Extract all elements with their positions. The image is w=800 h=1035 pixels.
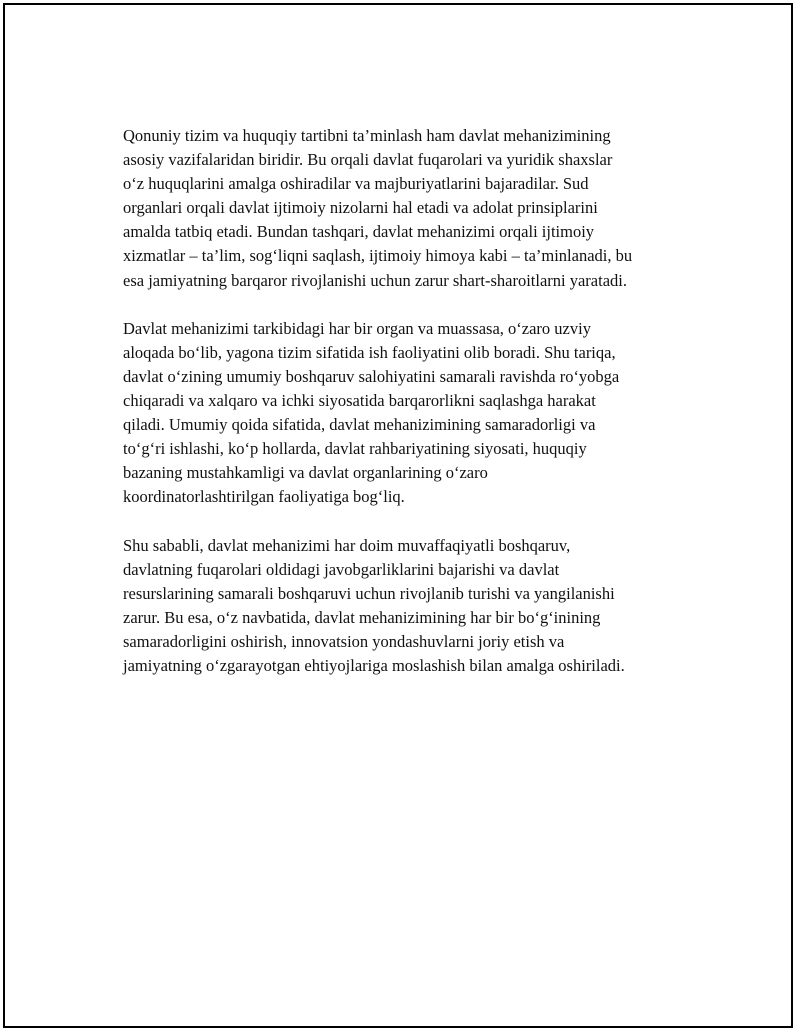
document-body — [123, 124, 698, 702]
page-frame — [3, 3, 793, 1028]
paragraph-1: Qonuniy tizim va huquqiy tartibni ta’minlash ham davlat mehanizimining asosiy vazifalaridan biridir. Bu orqali davlat fuqarolari va yuridik shaxslar o‘z huquqlarini amalga oshiradilar va majburiyatlarini bajaradilar. Sud organlari orqali davlat ijtimoiy nizolarni hal etadi va adolat prinsiplarini amalda tatbiq etadi. Bundan tashqari, davlat mehanizimi orqali ijtimoiy xizmatlar – ta’lim, sog‘liqni saqlash, ijtimoiy himoya kabi – ta’minlanadi, bu esa jamiyatning barqaror rivojlanishi uchun zarur shart-sharoitlarni yaratadi. — [123, 126, 633, 290]
paragraph-2: Davlat mehanizimi tarkibidagi har bir organ va muassasa, o‘zaro uzviy aloqada bo‘lib, yagona tizim sifatida ish faoliyatini olib boradi. Shu tariqa, davlat o‘zining umumiy boshqaruv salohiyatini samarali ravishda ro‘yobga chiqaradi va xalqaro va ichki siyosatida barqarorlikni saqlashga harakat qiladi. Umumiy qoida sifatida, davlat mehanizimining samaradorligi va to‘g‘ri ishlashi, ko‘p hollarda, davlat rahbariyatining siyosati, huquqiy bazaning mustahkamligi va davlat organlarining o‘zaro koordinatorlashtirilgan faoliyatiga bog‘liq. — [123, 318, 620, 507]
paragraph-3: Shu sababli, davlat mehanizimi har doim muvaffaqiyatli boshqaruv, davlatning fuqarolari oldidagi javobgarliklarini bajarishi va davlat resurslarining samarali boshqaruvi uchun rivojlanib turishi va yangilanishi zarur. Bu esa, o‘z navbatida, davlat mehanizimining har bir bo‘g‘inining samaradorligini oshirish, innovatsion yondashuvlarni joriy etish va jamiyatning o‘zgarayotgan ehtiyojlariga moslashish bilan amalga oshiriladi. — [123, 535, 625, 676]
